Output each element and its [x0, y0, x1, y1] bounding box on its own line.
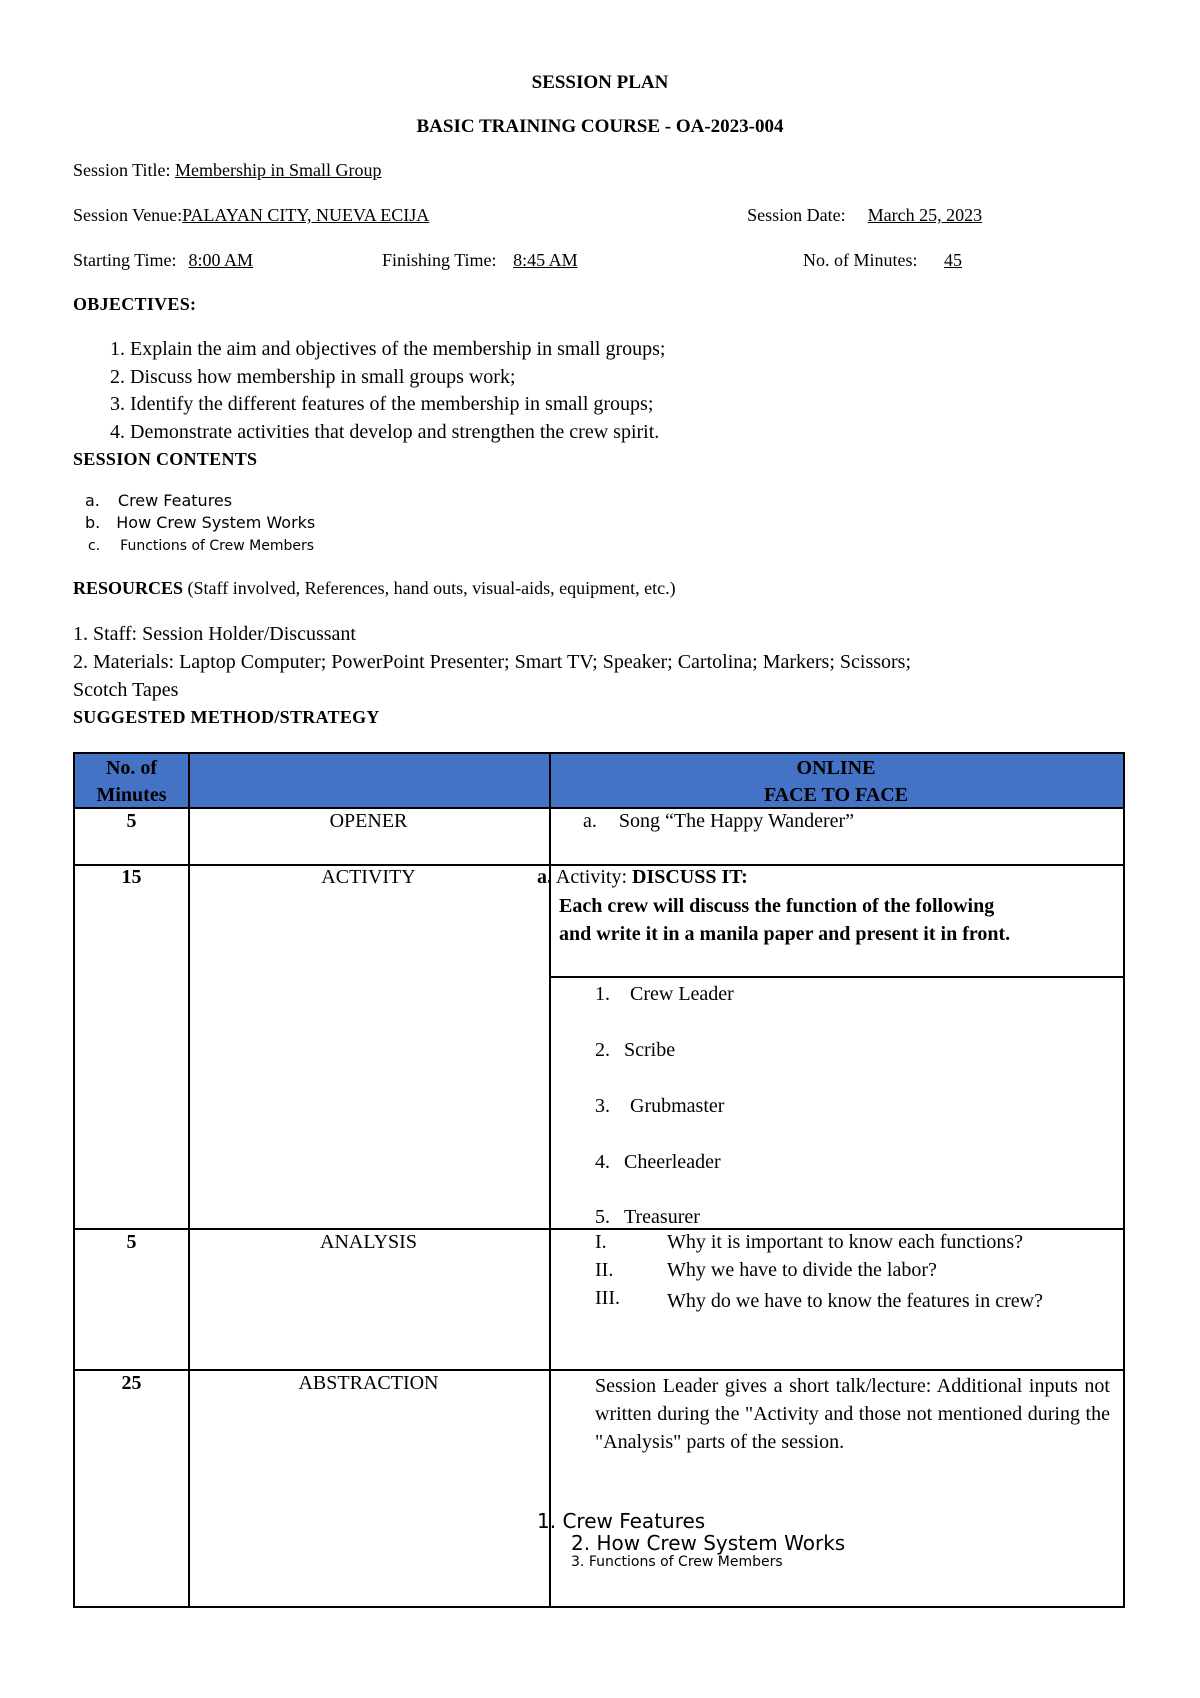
content-text: Functions of Crew Members — [120, 538, 315, 554]
resource-item: 2. Materials: Laptop Computer; PowerPoint Presenter; Smart TV; Speaker; Cartolina; Markers; Scissors; — [73, 651, 912, 673]
content-marker: a. — [85, 491, 100, 510]
analysis-phase: ANALYSIS — [320, 1231, 417, 1253]
minutes-row — [803, 250, 1029, 271]
objective-item: 2. Discuss how membership in small groups work; — [110, 366, 516, 388]
session-title-row — [73, 160, 1055, 181]
role-number: 2. — [595, 1039, 610, 1061]
activity-marker: a. — [537, 866, 552, 888]
finishing-time-row — [382, 250, 668, 271]
finishing-time-label: Finishing Time: — [382, 250, 497, 270]
abstraction-minutes: 25 — [121, 1372, 142, 1394]
header-mode-line1: ONLINE — [796, 757, 876, 779]
opener-phase: OPENER — [329, 810, 408, 832]
header-mode-line2: FACE TO FACE — [763, 784, 909, 806]
question-text: Why do we have to know the features in crew? — [667, 1290, 1043, 1312]
abstraction-item-text: Crew Features — [562, 1509, 706, 1533]
minutes-value: 45 — [944, 250, 962, 270]
abstraction-item — [571, 1531, 845, 1555]
method-heading: SUGGESTED METHOD/STRATEGY — [73, 707, 380, 727]
header-mode — [549, 755, 1123, 809]
role-label: Scribe — [624, 1039, 676, 1061]
finishing-time-value: 8:45 AM — [513, 250, 578, 270]
resources-heading-row — [73, 578, 676, 599]
content-marker: c. — [88, 538, 101, 554]
starting-time-value: 8:00 AM — [188, 250, 254, 270]
role-item — [595, 1206, 700, 1229]
role-number: 5. — [595, 1206, 610, 1228]
question-number: II. — [595, 1259, 614, 1281]
role-label: Crew Leader — [630, 983, 734, 1005]
activity-minutes: 15 — [121, 866, 142, 888]
abstraction-item-number: 1. — [537, 1509, 557, 1533]
session-venue-row — [73, 205, 1054, 226]
resources-subtext: (Staff involved, References, hand outs, visual-aids, equipment, etc.) — [187, 578, 676, 598]
activity-instruction: Each crew will discuss the function of the following — [559, 895, 995, 917]
session-contents-heading: SESSION CONTENTS — [73, 449, 258, 469]
row-divider — [549, 976, 1123, 978]
activity-lead-text: Activity: — [555, 866, 633, 888]
abstraction-item-number: 2. — [571, 1531, 591, 1555]
content-item — [88, 538, 314, 554]
role-item — [595, 1095, 724, 1118]
question-text: Why we have to divide the labor? — [667, 1259, 937, 1281]
resources-heading: RESOURCES — [73, 578, 184, 598]
activity-instruction: and write it in a manila paper and present it in front. — [559, 923, 1011, 945]
analysis-question — [595, 1259, 937, 1282]
method-table — [73, 752, 1125, 1608]
content-marker: b. — [85, 513, 101, 532]
activity-lead — [537, 866, 748, 889]
abstraction-item — [571, 1554, 783, 1570]
activity-phase: ACTIVITY — [321, 866, 416, 888]
abstraction-text: Session Leader gives a short talk/lecture: Additional inputs not written during the "Activity and those not mentioned during the "Analysis" parts of the session. — [595, 1375, 1110, 1453]
content-text: Crew Features — [117, 491, 233, 510]
header-minutes-line1: No. of — [105, 757, 158, 779]
abstraction-item-number: 3. — [571, 1554, 585, 1570]
objective-item: 1. Explain the aim and objectives of the membership in small groups; — [110, 338, 666, 360]
role-number: 1. — [595, 983, 610, 1005]
abstraction-item-text: Functions of Crew Members — [588, 1554, 783, 1570]
row-divider — [75, 1369, 1123, 1371]
document-title: SESSION PLAN — [531, 72, 669, 93]
session-title-label: Session Title: — [73, 160, 171, 180]
starting-time-label: Starting Time: — [73, 250, 177, 270]
role-item — [595, 1151, 721, 1174]
resource-item-continued: Scotch Tapes — [73, 679, 179, 701]
question-number: III. — [595, 1287, 620, 1309]
minutes-label: No. of Minutes: — [803, 250, 918, 270]
opener-text: Song “The Happy Wanderer” — [618, 810, 855, 832]
analysis-question — [595, 1231, 1024, 1254]
course-title: BASIC TRAINING COURSE - OA-2023-004 — [416, 116, 784, 137]
abstraction-item — [537, 1509, 705, 1533]
starting-time-row — [73, 250, 329, 271]
header-minutes-line2: Minutes — [96, 784, 167, 806]
abstraction-item-text: How Crew System Works — [596, 1531, 846, 1555]
content-text: How Crew System Works — [116, 513, 316, 532]
role-label: Grubmaster — [630, 1095, 725, 1117]
resource-item: 1. Staff: Session Holder/Discussant — [73, 623, 356, 645]
opener-minutes: 5 — [126, 810, 137, 832]
activity-title: DISCUSS IT: — [632, 866, 748, 888]
content-item — [85, 491, 232, 510]
session-date-label: Session Date: — [747, 205, 846, 225]
opener-content — [583, 810, 854, 833]
role-number: 3. — [595, 1095, 610, 1117]
analysis-question — [595, 1287, 1110, 1347]
header-minutes — [75, 755, 188, 809]
session-venue-label: Session Venue: — [73, 205, 183, 225]
role-label: Treasurer — [624, 1206, 700, 1228]
content-item — [85, 513, 315, 532]
question-text: Why it is important to know each functions? — [667, 1231, 1024, 1253]
question-number: I. — [595, 1231, 607, 1253]
session-title-value: Membership in Small Group — [175, 160, 382, 180]
role-label: Cheerleader — [624, 1151, 721, 1173]
opener-marker: a. — [583, 810, 597, 832]
session-date-value: March 25, 2023 — [867, 205, 983, 225]
abstraction-phase: ABSTRACTION — [298, 1372, 439, 1394]
session-venue-value: PALAYAN CITY, NUEVA ECIJA — [182, 205, 430, 225]
role-item — [595, 1039, 675, 1062]
objective-item: 4. Demonstrate activities that develop and strengthen the crew spirit. — [110, 421, 660, 443]
objectives-heading: OBJECTIVES: — [73, 294, 197, 314]
analysis-minutes: 5 — [126, 1231, 137, 1253]
objective-item: 3. Identify the different features of the membership in small groups; — [110, 393, 654, 415]
role-item — [595, 983, 734, 1006]
role-number: 4. — [595, 1151, 610, 1173]
